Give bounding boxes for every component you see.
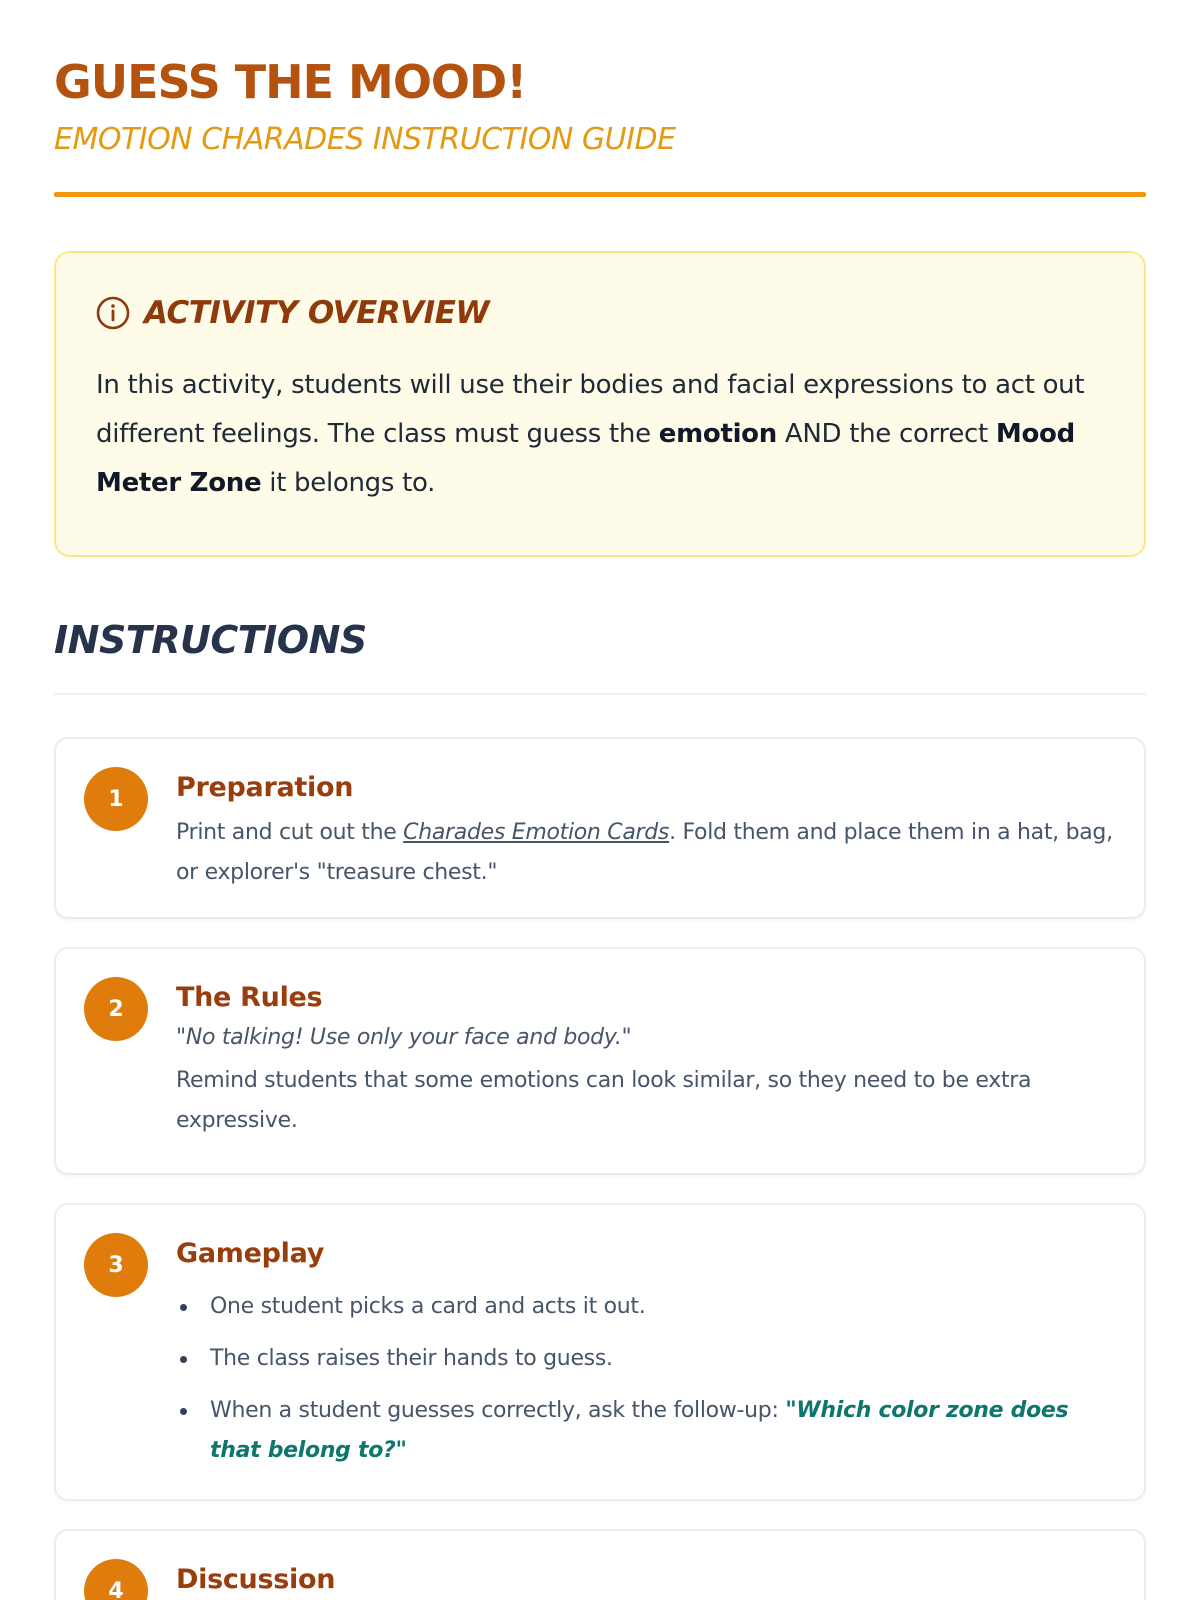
follow-up-question: "Which color zone does that belong to?" (210, 1398, 1069, 1463)
step-number-badge: 4 (84, 1559, 148, 1600)
overview-text-part: AND the correct (776, 419, 996, 449)
info-icon (96, 296, 130, 330)
page-subtitle: EMOTION CHARADES INSTRUCTION GUIDE (54, 122, 676, 157)
overview-text-part: it belongs to. (261, 468, 436, 498)
step-description (176, 813, 1114, 893)
step-title: Discussion (176, 1564, 336, 1595)
activity-overview-box (54, 251, 1146, 557)
step-title: Preparation (176, 772, 354, 803)
list-item-text: When a student guesses correctly, ask the follow-up: (210, 1398, 786, 1423)
step-number-badge: 2 (84, 977, 148, 1041)
header-divider (54, 192, 1146, 197)
page-title: GUESS THE MOOD! (54, 55, 527, 109)
overview-text (96, 361, 1104, 508)
step-text-part: Print and cut out the (176, 820, 404, 845)
list-item: The class raises their hands to guess. (176, 1339, 1114, 1379)
step-text-part: . Fold them and place them in a hat, bag, or explorer's "treasure chest." (176, 820, 1113, 885)
step-card-preparation (54, 737, 1146, 919)
step-number-badge: 1 (84, 767, 148, 831)
step-description: Remind students that some emotions can look similar, so they need to be extra expressive. (176, 1068, 1032, 1133)
overview-text-part: In this activity, students will use their bodies and facial expressions to act out different feelings. The class must guess the (96, 370, 1085, 449)
guide-header (54, 0, 1146, 197)
overview-emphasis-zone: Mood Meter Zone (96, 419, 1075, 498)
overview-emphasis-emotion: emotion (658, 419, 777, 449)
gameplay-list (176, 1287, 1114, 1471)
instructions-title: INSTRUCTIONS (54, 618, 367, 662)
step-number-badge: 3 (84, 1233, 148, 1297)
overview-heading (96, 293, 1104, 333)
step-title: Gameplay (176, 1238, 324, 1269)
rule-quote: "No talking! Use only your face and body." (176, 1025, 632, 1050)
step-card-discussion (54, 1529, 1146, 1600)
list-item (176, 1391, 1114, 1471)
step-card-rules (54, 947, 1146, 1175)
charades-cards-link[interactable]: Charades Emotion Cards (403, 820, 670, 845)
list-item: One student picks a card and acts it out. (176, 1287, 1114, 1327)
instructions-heading (54, 615, 1146, 695)
overview-title: ACTIVITY OVERVIEW (144, 295, 490, 331)
step-title: The Rules (176, 982, 323, 1013)
step-card-gameplay (54, 1203, 1146, 1501)
